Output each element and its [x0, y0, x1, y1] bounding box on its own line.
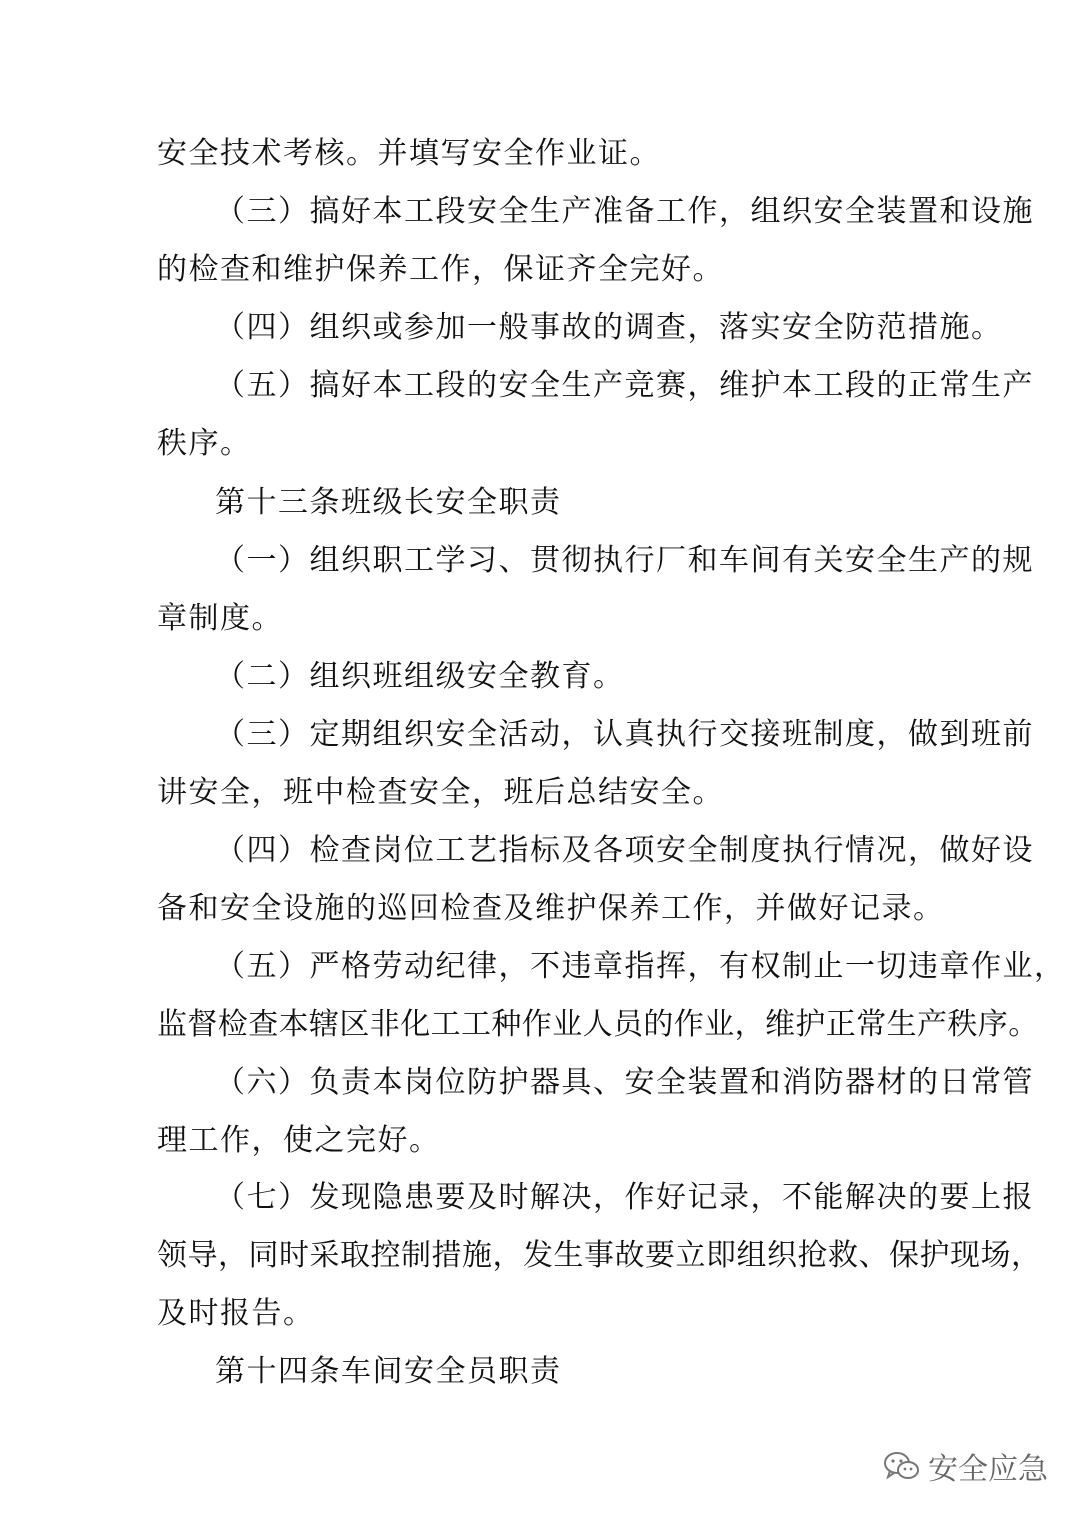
text-line: 安全技术考核。并填写安全作业证。: [157, 136, 661, 171]
text-line: （五）搞好本工段的安全生产竞赛，维护本工段的正常生产: [215, 368, 1034, 403]
text-line: 的检查和维护保养工作，保证齐全完好。: [157, 252, 724, 287]
text-line: （二）组织班组级安全教育。: [215, 659, 625, 694]
watermark-text: 安全应急: [928, 1452, 1048, 1487]
text-line: 章制度。: [157, 601, 283, 636]
text-line: 监督检查本辖区非化工工种作业人员的作业，维护正常生产秩序。: [157, 1007, 1039, 1042]
text-line: 理工作，使之完好。: [157, 1123, 441, 1158]
text-line: （六）负责本岗位防护器具、安全装置和消防器材的日常管: [215, 1065, 1034, 1100]
text-line: （五）严格劳动纪律，不违章指挥，有权制止一切违章作业，: [215, 949, 1066, 984]
text-line: （一）组织职工学习、贯彻执行厂和车间有关安全生产的规: [215, 543, 1034, 578]
wechat-icon: [882, 1450, 920, 1482]
text-line: （三）定期组织安全活动，认真执行交接班制度，做到班前: [215, 717, 1034, 752]
text-line: （三）搞好本工段安全生产准备工作，组织安全装置和设施: [215, 194, 1034, 229]
section-heading: 第十三条班级长安全职责: [215, 485, 562, 520]
section-heading: 第十四条车间安全员职责: [215, 1354, 562, 1389]
text-line: 领导，同时采取控制措施，发生事故要立即组织抢救、保护现场，: [157, 1238, 1042, 1273]
text-line: 备和安全设施的巡回检查及维护保养工作，并做好记录。: [157, 891, 945, 926]
text-line: 讲安全，班中检查安全，班后总结安全。: [157, 775, 724, 810]
watermark: [882, 1444, 1048, 1488]
text-line: 秩序。: [157, 426, 252, 461]
text-line: （四）检查岗位工艺指标及各项安全制度执行情况，做好设: [215, 833, 1034, 868]
text-line: （四）组织或参加一般事故的调查，落实安全防范措施。: [215, 310, 1003, 345]
text-line: （七）发现隐患要及时解决，作好记录，不能解决的要上报: [215, 1180, 1034, 1215]
text-line: 及时报告。: [157, 1296, 315, 1331]
